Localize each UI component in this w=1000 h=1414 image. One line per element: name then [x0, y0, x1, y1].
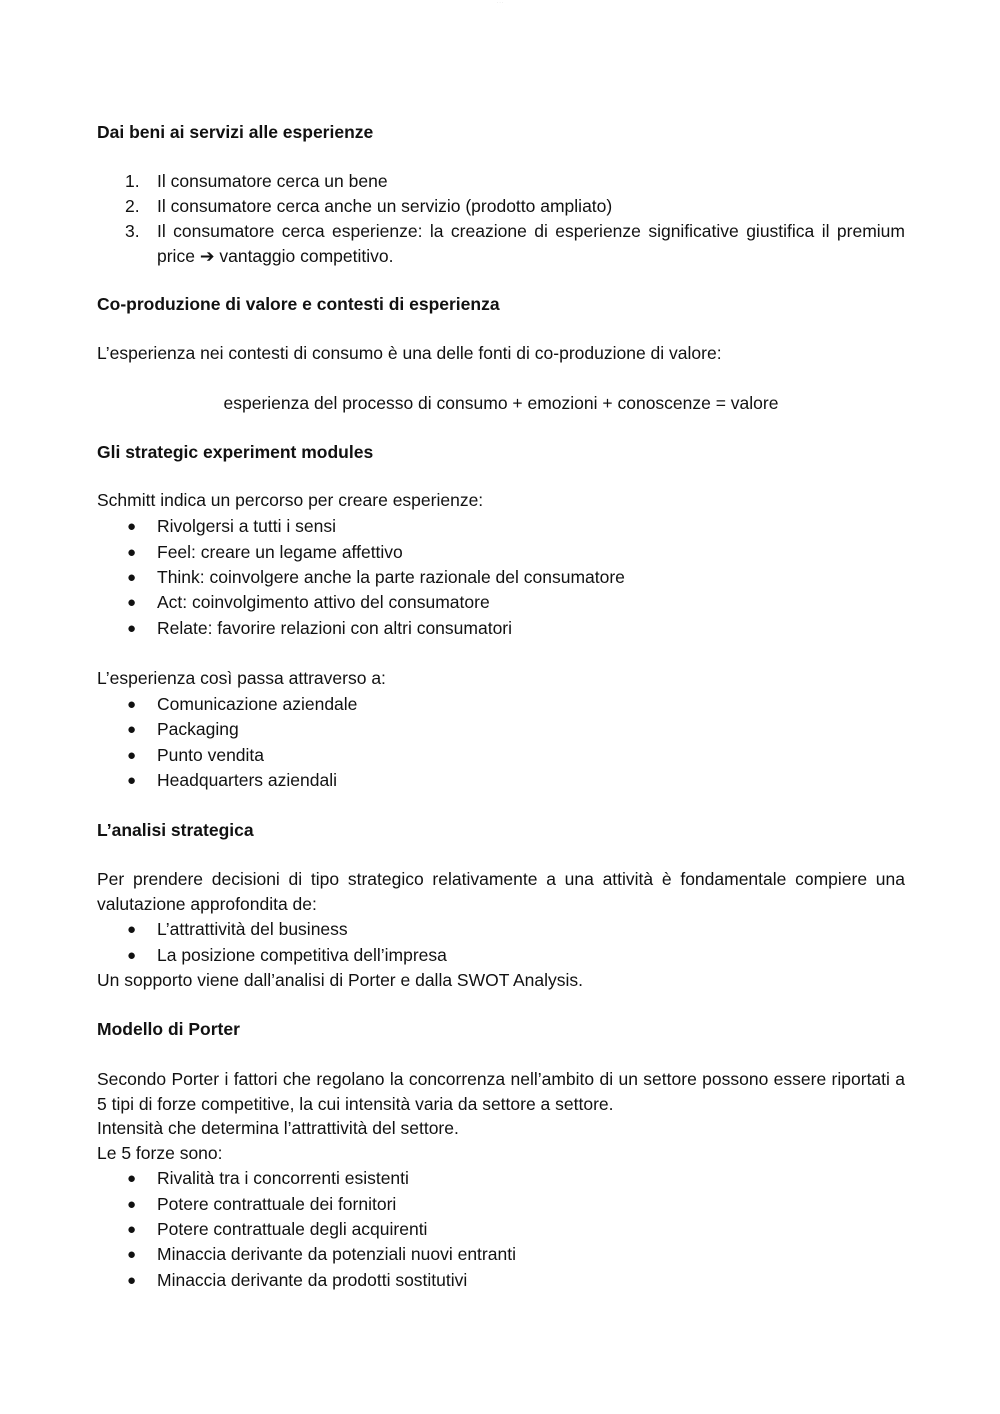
list-item-text: L’attrattività del business	[157, 919, 348, 939]
list-item-text: Feel: creare un legame affettivo	[157, 542, 403, 562]
list-number: 1.	[125, 171, 140, 191]
paragraph-porter: Secondo Porter i fattori che regolano la concorrenza nell’ambito di un settore possono essere riportati a 5 tipi di forze competitive, la cui intensità varia da settore a settore.	[97, 1069, 905, 1114]
list-item-text: Comunicazione aziendale	[157, 694, 358, 714]
bullet-icon: ●	[127, 747, 137, 764]
list-item-text: Relate: favorire relazioni con altri consumatori	[157, 618, 513, 638]
list-number: 2.	[125, 196, 140, 216]
list-item-text: Packaging	[157, 719, 239, 739]
list-item-text: Potere contrattuale degli acquirenti	[157, 1219, 428, 1239]
list-item-text: Rivalità tra i concorrenti esistenti	[157, 1168, 409, 1188]
heading-analisi-strategica: L’analisi strategica	[97, 820, 254, 840]
bullet-icon: ●	[127, 696, 137, 713]
paragraph-coproduzione: L’esperienza nei contesti di consumo è una delle fonti di co-produzione di valore:	[97, 343, 722, 363]
list-item-text-main: Il consumatore cerca esperienze: la creazione di esperienze significative giustifica il premium price	[157, 221, 905, 266]
bullet-icon: ●	[127, 518, 137, 535]
arrow-right-icon: ➔	[199, 246, 215, 266]
list-item-text: Headquarters aziendali	[157, 770, 337, 790]
list-item-text-after: vantaggio competitivo.	[219, 246, 394, 266]
heading-coproduzione: Co-produzione di valore e contesti di esperienza	[97, 294, 500, 314]
bullet-icon: ●	[127, 569, 137, 586]
paragraph-decisioni: Per prendere decisioni di tipo strategico relativamente a una attività è fondamentale compiere una valutazione approfondita de:	[97, 869, 905, 914]
list-item-text: Act: coinvolgimento attivo del consumatore	[157, 592, 490, 612]
list-item-text: Rivolgersi a tutti i sensi	[157, 516, 336, 536]
bullet-icon: ●	[127, 544, 137, 561]
heading-beni-servizi: Dai beni ai servizi alle esperienze	[97, 122, 374, 142]
bullet-icon: ●	[127, 921, 137, 938]
bullet-icon: ●	[127, 772, 137, 789]
list-item-text: Il consumatore cerca anche un servizio (prodotto ampliato)	[157, 196, 613, 216]
heading-strategic-modules: Gli strategic experiment modules	[97, 442, 374, 462]
list-item-text: Il consumatore cerca un bene	[157, 171, 388, 191]
list-item-text: Minaccia derivante da potenziali nuovi entranti	[157, 1244, 516, 1264]
bullet-icon: ●	[127, 947, 137, 964]
bullet-icon: ●	[127, 1196, 137, 1213]
paragraph-cinque-forze: Le 5 forze sono:	[97, 1143, 223, 1163]
bullet-icon: ●	[127, 620, 137, 637]
list-number: 3.	[125, 221, 140, 241]
paragraph-intensita: Intensità che determina l’attrattività del settore.	[97, 1118, 459, 1138]
bullet-icon: ●	[127, 1272, 137, 1289]
bullet-icon: ●	[127, 594, 137, 611]
heading-modello-porter: Modello di Porter	[97, 1019, 240, 1039]
bullet-icon: ●	[127, 721, 137, 738]
bullet-icon: ●	[127, 1246, 137, 1263]
page-top-mark: · · ·	[496, 0, 504, 5]
bullet-icon: ●	[127, 1221, 137, 1238]
paragraph-supporto: Un sopporto viene dall’analisi di Porter e dalla SWOT Analysis.	[97, 970, 584, 990]
list-item-text: Think: coinvolgere anche la parte razionale del consumatore	[157, 567, 625, 587]
paragraph-esperienza-passa: L’esperienza così passa attraverso a:	[97, 668, 386, 688]
list-item-text: La posizione competitiva dell’impresa	[157, 945, 447, 965]
bullet-icon: ●	[127, 1170, 137, 1187]
paragraph-schmitt: Schmitt indica un percorso per creare esperienze:	[97, 490, 484, 510]
list-item-text: Minaccia derivante da prodotti sostitutivi	[157, 1270, 468, 1290]
list-item-text: Potere contrattuale dei fornitori	[157, 1194, 397, 1214]
list-item-text: Punto vendita	[157, 745, 265, 765]
formula-valore: esperienza del processo di consumo + emozioni + conoscenze = valore	[223, 393, 779, 413]
list-item-text	[157, 219, 905, 269]
